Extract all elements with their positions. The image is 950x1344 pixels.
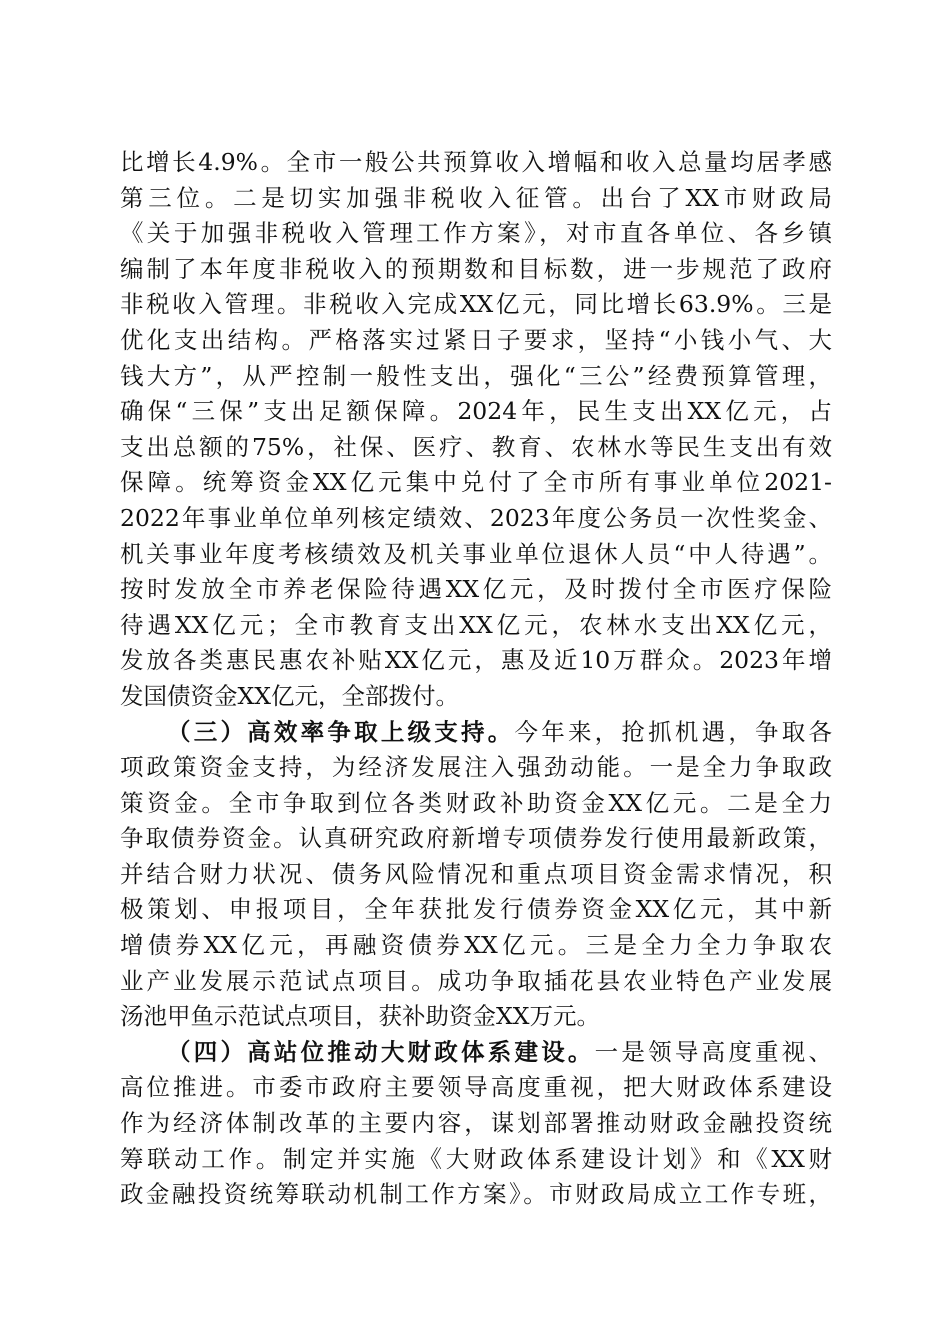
text-line: 优化支出结构。严格落实过紧日子要求，坚持“小钱小气、大 [120, 325, 832, 354]
section-3-text: 今年来，抢抓机遇，争取各 [514, 717, 832, 746]
text-line: 作为经济体制改革的主要内容，谋划部署推动财政金融投资统 [120, 1109, 832, 1138]
text-line: 《关于加强非税收入管理工作方案》，对市直各单位、各乡镇 [120, 219, 832, 248]
text-line: 策资金。全市争取到位各类财政补助资金XX亿元。二是全力 [120, 788, 832, 817]
text-line: 比增长4.9%。全市一般公共预算收入增幅和收入总量均居孝感 [120, 148, 832, 176]
document-body [120, 145, 832, 1213]
text-line: 待遇XX亿元；全市教育支出XX亿元，农林水支出XX亿元， [120, 610, 832, 639]
text-line: 项政策资金支持，为经济发展注入强劲动能。一是全力争取政 [120, 753, 832, 782]
text-line: 2022年事业单位单列核定绩效、2023年度公务员一次性奖金、 [120, 503, 832, 532]
text-line: 政金融投资统筹联动机制工作方案》。市财政局成立工作专班， [120, 1180, 832, 1209]
text-line: 极策划、申报项目，全年获批发行债券资金XX亿元，其中新 [120, 895, 832, 924]
text-line: 高位推进。市委市政府主要领导高度重视，把大财政体系建设 [120, 1073, 832, 1102]
text-line: 并结合财力状况、债务风险情况和重点项目资金需求情况，积 [120, 859, 832, 888]
section-4-first-line [120, 1035, 832, 1071]
section-3-first-line [120, 715, 832, 751]
text-line: 确保“三保”支出足额保障。2024年，民生支出XX亿元，占 [120, 397, 832, 426]
text-line: 发国债资金XX亿元，全部拨付。 [120, 681, 459, 710]
text-line: 保障。统筹资金XX亿元集中兑付了全市所有事业单位2021- [120, 468, 832, 497]
text-line: 业产业发展示范试点项目。成功争取插花县农业特色产业发展 [120, 966, 832, 995]
text-line: 发放各类惠民惠农补贴XX亿元，惠及近10万群众。2023年增 [120, 646, 832, 675]
text-line: 筹联动工作。制定并实施《大财政体系建设计划》和《XX财 [120, 1144, 832, 1173]
text-line: 第三位。二是切实加强非税收入征管。出台了XX市财政局 [120, 183, 832, 212]
text-line: 汤池甲鱼示范试点项目，获补助资金XX万元。 [120, 1002, 600, 1031]
text-line: 争取债券资金。认真研究政府新增专项债券发行使用最新政策， [120, 824, 832, 853]
section-4-text: 一是领导高度重视、 [594, 1037, 832, 1066]
text-line: 编制了本年度非税收入的预期数和目标数，进一步规范了政府 [120, 254, 832, 283]
text-line: 支出总额的75%，社保、医疗、教育、农林水等民生支出有效 [120, 432, 832, 461]
section-3-heading: （三）高效率争取上级支持。 [167, 717, 515, 746]
text-line: 按时发放全市养老保险待遇XX亿元，及时拨付全市医疗保险 [120, 575, 832, 604]
text-line: 机关事业年度考核绩效及机关事业单位退休人员“中人待遇”。 [120, 539, 832, 568]
text-line: 非税收入管理。非税收入完成XX亿元，同比增长63.9%。三是 [120, 290, 832, 319]
text-line: 钱大方”，从严控制一般性支出，强化“三公”经费预算管理， [120, 361, 832, 390]
text-line: 增债券XX亿元，再融资债券XX亿元。三是全力全力争取农 [120, 931, 832, 960]
section-4-heading: （四）高站位推动大财政体系建设。 [167, 1037, 595, 1066]
